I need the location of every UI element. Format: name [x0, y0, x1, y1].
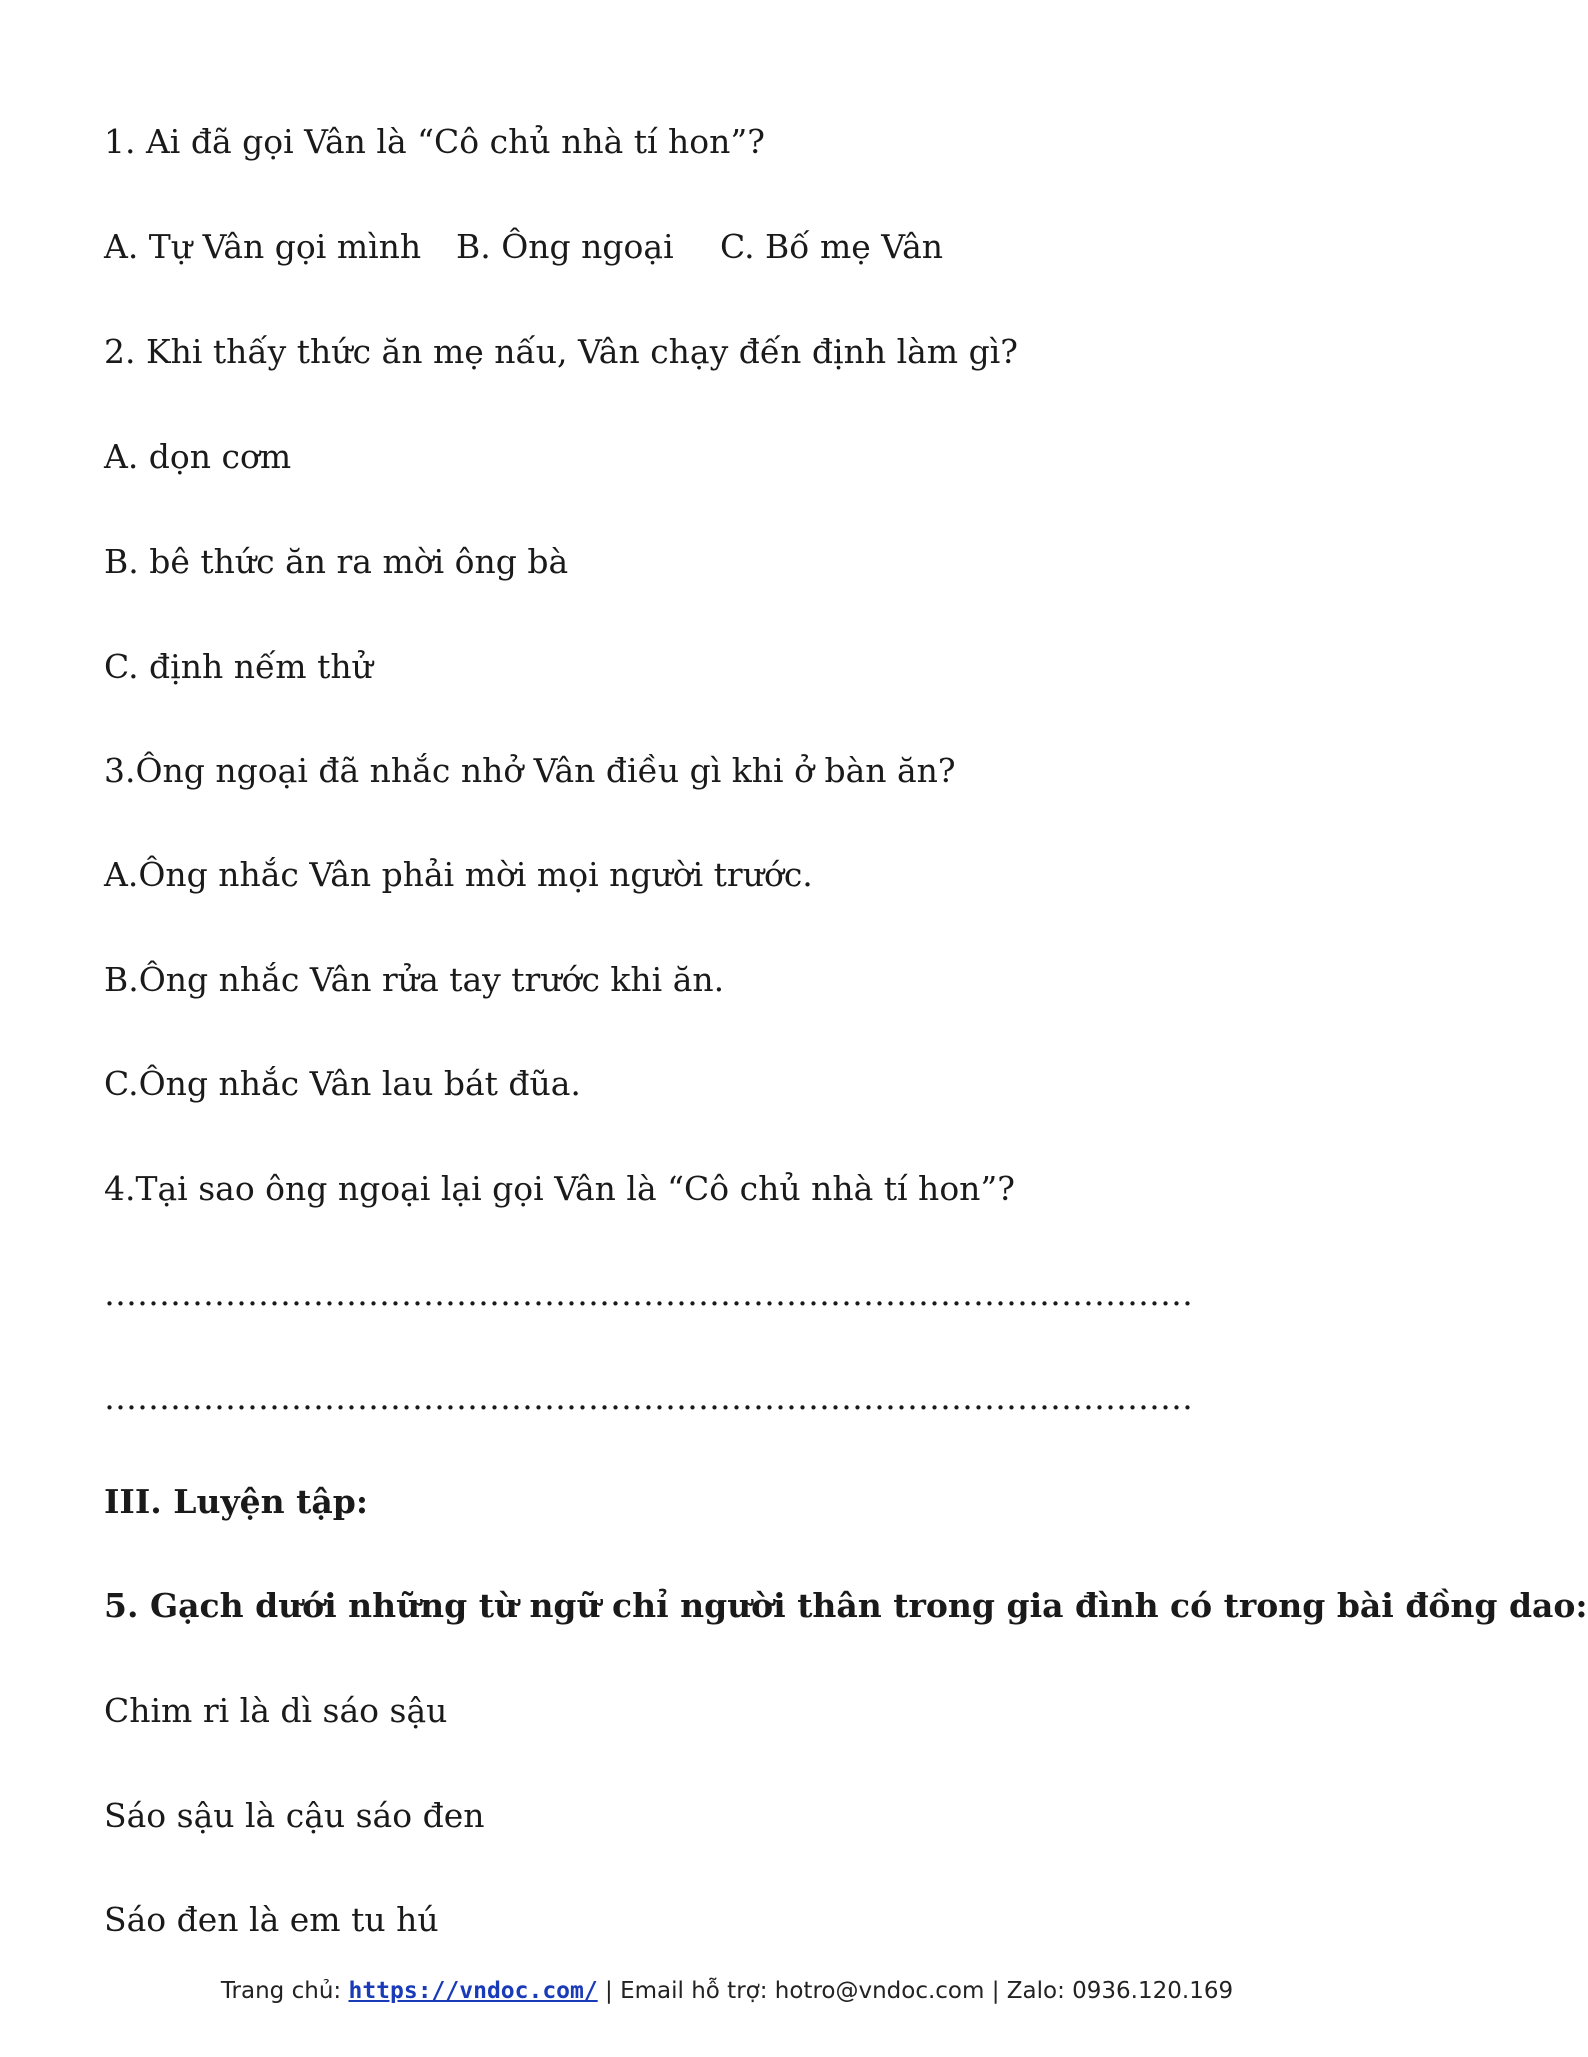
- footer-prefix: Trang chủ:: [220, 1978, 349, 2004]
- question-5: 5. Gạch dưới những từ ngữ chỉ người thân trong gia đình có trong bài đồng dao:: [104, 1586, 1588, 1625]
- q2-option-b: B. bê thức ăn ra mời ông bà: [104, 542, 569, 581]
- homepage-link[interactable]: https://vndoc.com/: [348, 1978, 598, 2004]
- answer-line-2[interactable]: ………………………………………………………………………………………: [104, 1378, 1193, 1417]
- q1-option-c: C. Bố mẹ Vân: [720, 227, 944, 266]
- question-2: 2. Khi thấy thức ăn mẹ nấu, Vân chạy đến định làm gì?: [104, 332, 1018, 371]
- q2-option-a: A. dọn cơm: [104, 437, 292, 476]
- section-heading: III. Luyện tập:: [104, 1482, 369, 1521]
- poem-line-2: Sáo sậu là cậu sáo đen: [104, 1796, 485, 1835]
- question-3: 3.Ông ngoại đã nhắc nhở Vân điều gì khi ở bàn ăn?: [104, 751, 956, 790]
- q2-option-c: C. định nếm thử: [104, 647, 373, 686]
- q3-option-b: B.Ông nhắc Vân rửa tay trước khi ăn.: [104, 960, 725, 999]
- footer-contact: | Email hỗ trợ: hotro@vndoc.com | Zalo: 0936.120.169: [597, 1978, 1234, 2004]
- q1-option-a: A. Tự Vân gọi mình: [104, 227, 422, 266]
- q1-option-b: B. Ông ngoại: [456, 227, 674, 266]
- poem-line-1: Chim ri là dì sáo sậu: [104, 1691, 448, 1730]
- q3-option-c: C.Ông nhắc Vân lau bát đũa.: [104, 1064, 581, 1103]
- question-4: 4.Tại sao ông ngoại lại gọi Vân là “Cô chủ nhà tí hon”?: [104, 1169, 1015, 1208]
- page-footer: [0, 1974, 1454, 2008]
- q3-option-a: A.Ông nhắc Vân phải mời mọi người trước.: [104, 855, 813, 894]
- answer-line-1[interactable]: ………………………………………………………………………………………: [104, 1274, 1193, 1313]
- poem-line-3: Sáo đen là em tu hú: [104, 1900, 439, 1939]
- question-1: 1. Ai đã gọi Vân là “Cô chủ nhà tí hon”?: [104, 122, 765, 161]
